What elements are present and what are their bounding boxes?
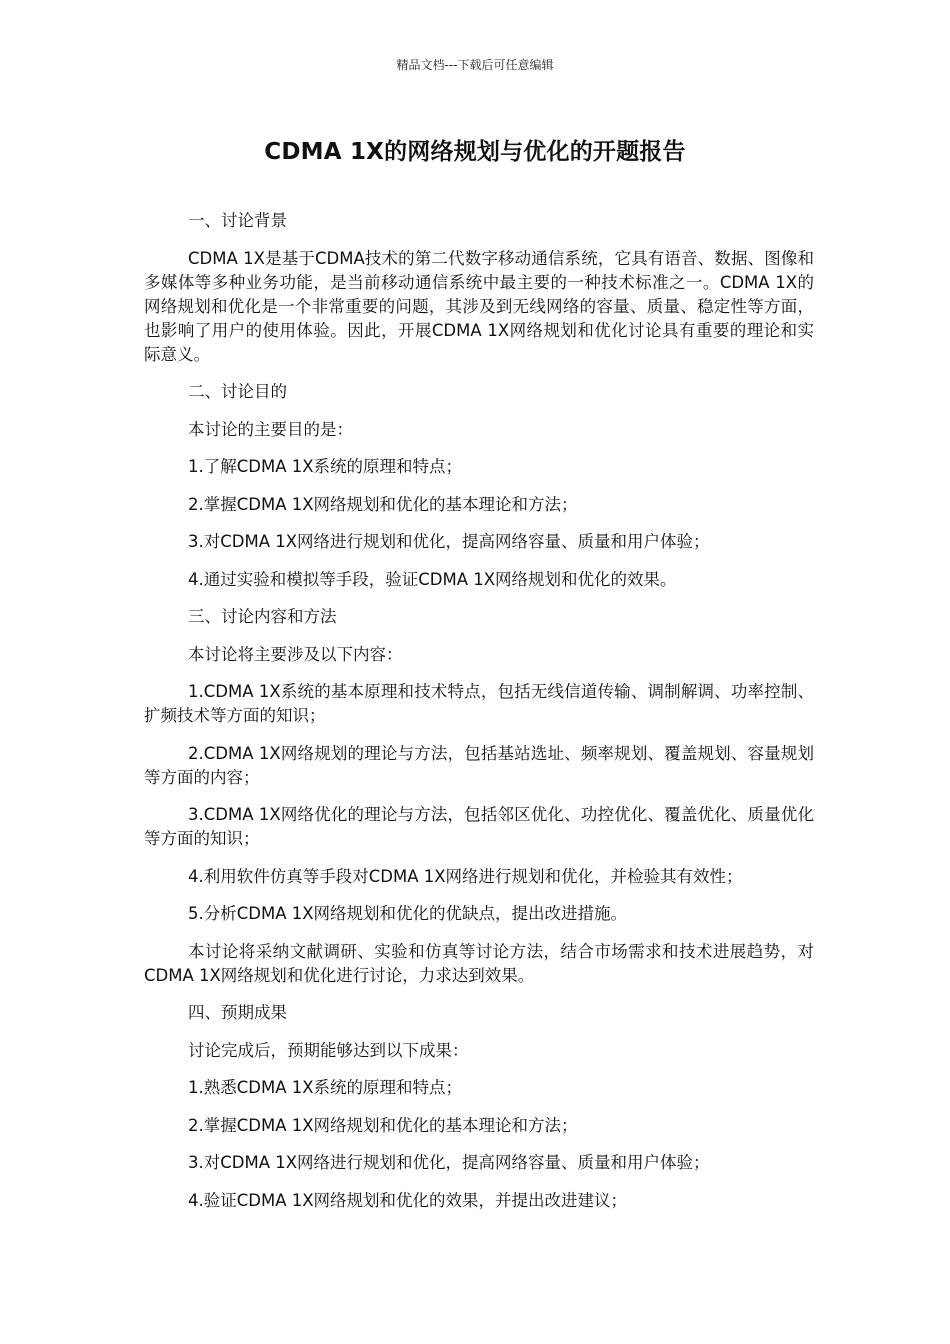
list-item-result-2: 2.掌握CDMA 1X网络规划和优化的基本理论和方法； bbox=[188, 1115, 578, 1135]
list-item-result-3: 3.对CDMA 1X网络进行规划和优化，提高网络容量、质量和用户体验； bbox=[188, 1153, 710, 1172]
section-heading-expected-results: 四、预期成果 bbox=[188, 1003, 287, 1022]
list-item-content-2: 2.CDMA 1X网络规划的理论与方法，包括基站选址、频率规划、覆盖规划、容量规划等方面的内容； bbox=[144, 743, 814, 787]
section-heading-content-methods: 三、讨论内容和方法 bbox=[188, 607, 337, 626]
list-item-content-3: 3.CDMA 1X网络优化的理论与方法，包括邻区优化、功控优化、覆盖优化、质量优化等方面的知识； bbox=[144, 805, 814, 848]
section-heading-purpose: 二、讨论目的 bbox=[188, 382, 287, 401]
list-item-purpose-4: 4.通过实验和模拟等手段，验证CDMA 1X网络规划和优化的效果。 bbox=[188, 569, 677, 589]
list-item-content-1: 1.CDMA 1X系统的基本原理和技术特点，包括无线信道传输、调制解调、功率控制、扩频技术等方面的知识； bbox=[144, 682, 814, 725]
paragraph-results-intro: 讨论完成后，预期能够达到以下成果： bbox=[188, 1040, 469, 1060]
list-item-purpose-2: 2.掌握CDMA 1X网络规划和优化的基本理论和方法； bbox=[188, 494, 578, 514]
paragraph-content-intro: 本讨论将主要涉及以下内容： bbox=[188, 644, 403, 664]
section-heading-background: 一、讨论背景 bbox=[188, 211, 287, 230]
header-note: 精品文档---下载后可任意编辑 bbox=[396, 58, 554, 72]
list-item-content-5: 5.分析CDMA 1X网络规划和优化的优缺点，提出改进措施。 bbox=[188, 904, 628, 923]
list-item-purpose-3: 3.对CDMA 1X网络进行规划和优化，提高网络容量、质量和用户体验； bbox=[188, 532, 710, 551]
document-title: CDMA 1X的网络规划与优化的开题报告 bbox=[264, 139, 686, 165]
list-item-result-1: 1.熟悉CDMA 1X系统的原理和特点； bbox=[188, 1078, 463, 1097]
list-item-purpose-1: 1.了解CDMA 1X系统的原理和特点； bbox=[188, 457, 463, 476]
paragraph-background: CDMA 1X是基于CDMA技术的第二代数字移动通信系统，它具有语音、数据、图像和多媒体等多种业务功能，是当前移动通信系统中最主要的一种技术标准之一。CDMA 1X的网络规划和优化是一个非常重要的问题，其涉及到无线网络的容量、质量、稳定性等方面，也影响了用户的使用体验。因此，开展CDMA 1X网络规划和优化讨论具有重要的理论和实际意义。 bbox=[144, 248, 814, 364]
paragraph-methods: 本讨论将采纳文献调研、实验和仿真等讨论方法，结合市场需求和技术进展趋势，对CDMA 1X网络规划和优化进行讨论，力求达到效果。 bbox=[144, 941, 814, 985]
list-item-content-4: 4.利用软件仿真等手段对CDMA 1X网络进行规划和优化，并检验其有效性； bbox=[188, 866, 743, 886]
list-item-result-4: 4.验证CDMA 1X网络规划和优化的效果，并提出改进建议； bbox=[188, 1190, 628, 1210]
paragraph-purpose-intro: 本讨论的主要目的是： bbox=[188, 419, 353, 439]
document-body bbox=[144, 209, 814, 1226]
